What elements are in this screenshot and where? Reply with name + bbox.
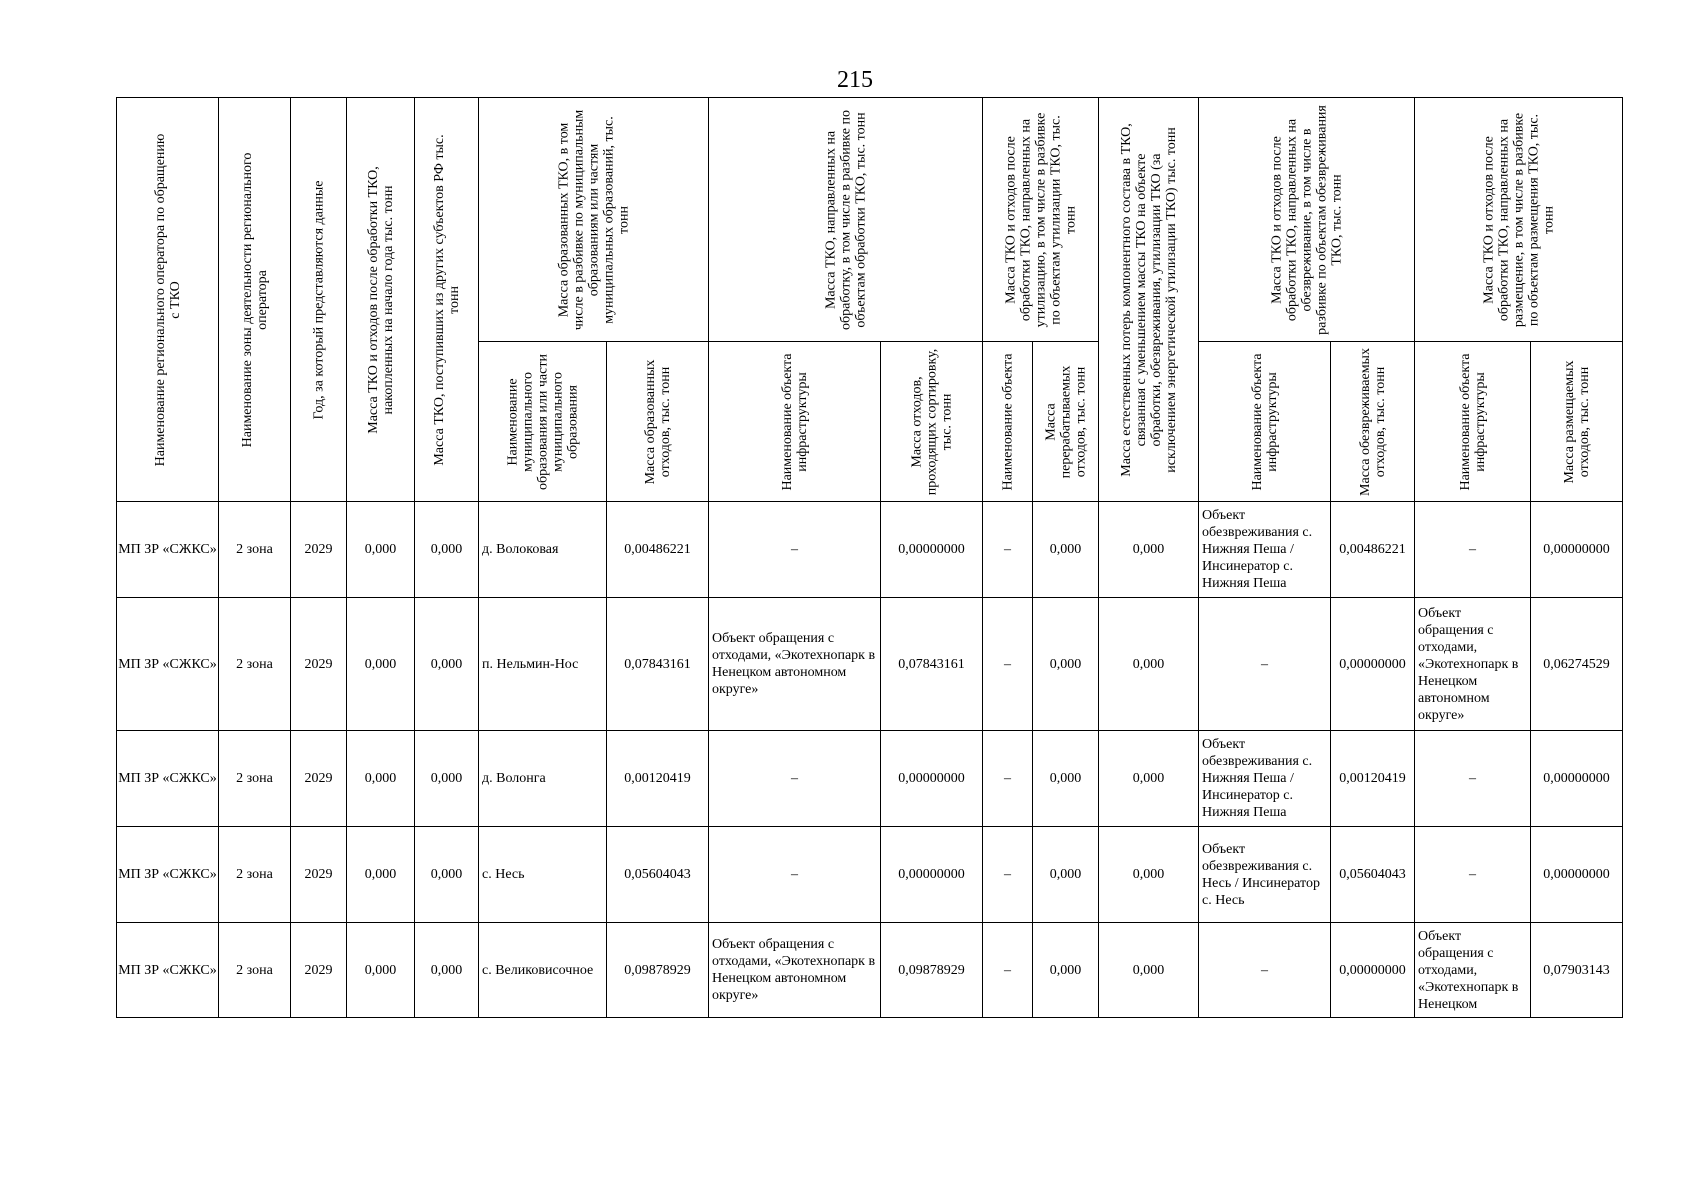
cell-operator: МП ЗР «СЖКС»	[117, 827, 219, 923]
cell-municipality: д. Волонга	[479, 731, 607, 827]
cell-processing-obj: Объект обращения с отходами, «Экотехнопарк в Ненецком автономном округе»	[709, 598, 881, 731]
header-mass-other: Масса ТКО, поступивших из других субъектов РФ тыс. тонн	[415, 98, 479, 502]
cell-placement-obj: –	[1415, 502, 1531, 598]
cell-municipality: п. Нельмин-Нос	[479, 598, 607, 731]
cell-operator: МП ЗР «СЖКС»	[117, 923, 219, 1018]
cell-year: 2029	[291, 827, 347, 923]
table-row	[117, 923, 1623, 1018]
cell-natural-loss: 0,000	[1099, 598, 1199, 731]
header-neutralization-mass: Масса обезвреживаемых отходов, тыс. тонн	[1331, 342, 1415, 502]
cell-neutralization-mass: 0,00120419	[1331, 731, 1415, 827]
header-mass-start: Масса ТКО и отходов после обработки ТКО, накопленных на начало года тыс. тонн	[347, 98, 415, 502]
cell-processing-mass: 0,09878929	[881, 923, 983, 1018]
cell-zone: 2 зона	[219, 827, 291, 923]
cell-municipality: с. Несь	[479, 827, 607, 923]
header-formed-mun: Наименование муниципального образования или части муниципального образования	[479, 342, 607, 502]
cell-natural-loss: 0,000	[1099, 731, 1199, 827]
cell-processing-mass: 0,07843161	[881, 598, 983, 731]
cell-formed-mass: 0,09878929	[607, 923, 709, 1018]
cell-neutralization-obj: Объект обезвреживания с. Нижняя Пеша / Инсинератор с. Нижняя Пеша	[1199, 731, 1331, 827]
cell-processing-obj: Объект обращения с отходами, «Экотехнопарк в Ненецком автономном округе»	[709, 923, 881, 1018]
cell-zone: 2 зона	[219, 731, 291, 827]
table-row	[117, 502, 1623, 598]
cell-processing-mass: 0,00000000	[881, 731, 983, 827]
cell-mass-other: 0,000	[415, 731, 479, 827]
cell-placement-obj: Объект обращения с отходами, «Экотехнопарк в Ненецком автономном округе»	[1415, 598, 1531, 731]
cell-placement-obj: Объект обращения с отходами, «Экотехнопарк в Ненецком	[1415, 923, 1531, 1018]
cell-placement-mass: 0,00000000	[1531, 731, 1623, 827]
cell-mass-other: 0,000	[415, 827, 479, 923]
cell-placement-mass: 0,07903143	[1531, 923, 1623, 1018]
table-row	[117, 598, 1623, 731]
cell-zone: 2 зона	[219, 923, 291, 1018]
header-placement-group: Масса ТКО и отходов после обработки ТКО, направленных на размещение, в том числе в разбивке по объектам размещения ТКО, тыс. тонн	[1415, 98, 1623, 342]
header-processing-group: Масса ТКО, направленных на обработку, в том числе в разбивке по объектам обработки ТКО, тыс. тонн	[709, 98, 983, 342]
cell-placement-obj: –	[1415, 731, 1531, 827]
cell-mass-start: 0,000	[347, 827, 415, 923]
cell-placement-mass: 0,00000000	[1531, 502, 1623, 598]
cell-natural-loss: 0,000	[1099, 502, 1199, 598]
cell-formed-mass: 0,00120419	[607, 731, 709, 827]
cell-utilization-mass: 0,000	[1033, 598, 1099, 731]
header-utilization-obj: Наименование объекта	[983, 342, 1033, 502]
header-operator: Наименование регионального оператора по обращению с ТКО	[117, 98, 219, 502]
header-placement-mass: Масса размещаемых отходов, тыс. тонн	[1531, 342, 1623, 502]
cell-placement-obj: –	[1415, 827, 1531, 923]
cell-utilization-obj: –	[983, 502, 1033, 598]
cell-neutralization-obj: –	[1199, 598, 1331, 731]
header-neutralization-group: Масса ТКО и отходов после обработки ТКО, направленных на обезвреживание, в том числе в разбивке по объектам обезвреживания ТКО, тыс. тонн	[1199, 98, 1415, 342]
header-natural-loss: Масса естественных потерь компонентного состава в ТКО, связанная с уменьшением массы ТКО на объекте обработки, обезвреживания, утилизации ТКО (за исключением энергетической утилизации ТКО) тыс. тонн	[1099, 98, 1199, 502]
cell-zone: 2 зона	[219, 502, 291, 598]
cell-utilization-obj: –	[983, 827, 1033, 923]
header-placement-obj: Наименование объекта инфраструктуры	[1415, 342, 1531, 502]
cell-utilization-obj: –	[983, 731, 1033, 827]
header-neutralization-obj: Наименование объекта инфраструктуры	[1199, 342, 1331, 502]
cell-placement-mass: 0,00000000	[1531, 827, 1623, 923]
cell-mass-other: 0,000	[415, 502, 479, 598]
cell-placement-mass: 0,06274529	[1531, 598, 1623, 731]
cell-utilization-obj: –	[983, 923, 1033, 1018]
cell-neutralization-obj: Объект обезвреживания с. Несь / Инсинератор с. Несь	[1199, 827, 1331, 923]
cell-mass-start: 0,000	[347, 598, 415, 731]
cell-formed-mass: 0,07843161	[607, 598, 709, 731]
cell-mass-other: 0,000	[415, 598, 479, 731]
cell-year: 2029	[291, 923, 347, 1018]
cell-formed-mass: 0,00486221	[607, 502, 709, 598]
header-utilization-group: Масса ТКО и отходов после обработки ТКО, направленных на утилизацию, в том числе в разбивке по объектам утилизации ТКО, тыс. тонн	[983, 98, 1099, 342]
cell-mass-start: 0,000	[347, 731, 415, 827]
cell-municipality: с. Великовисочное	[479, 923, 607, 1018]
header-processing-mass: Масса отходов, проходящих сортировку, тыс. тонн	[881, 342, 983, 502]
cell-operator: МП ЗР «СЖКС»	[117, 598, 219, 731]
table-row	[117, 731, 1623, 827]
cell-utilization-mass: 0,000	[1033, 827, 1099, 923]
cell-operator: МП ЗР «СЖКС»	[117, 502, 219, 598]
cell-year: 2029	[291, 598, 347, 731]
cell-processing-mass: 0,00000000	[881, 827, 983, 923]
cell-utilization-obj: –	[983, 598, 1033, 731]
cell-neutralization-mass: 0,00486221	[1331, 502, 1415, 598]
cell-natural-loss: 0,000	[1099, 827, 1199, 923]
cell-municipality: д. Волоковая	[479, 502, 607, 598]
table-row	[117, 827, 1623, 923]
cell-neutralization-mass: 0,00000000	[1331, 923, 1415, 1018]
cell-mass-start: 0,000	[347, 502, 415, 598]
header-row-groups	[117, 98, 1623, 342]
cell-neutralization-mass: 0,05604043	[1331, 827, 1415, 923]
cell-processing-obj: –	[709, 731, 881, 827]
cell-mass-other: 0,000	[415, 923, 479, 1018]
waste-data-table	[116, 97, 1623, 1018]
cell-processing-obj: –	[709, 502, 881, 598]
header-year: Год, за который представляются данные	[291, 98, 347, 502]
cell-neutralization-mass: 0,00000000	[1331, 598, 1415, 731]
cell-neutralization-obj: Объект обезвреживания с. Нижняя Пеша / Инсинератор с. Нижняя Пеша	[1199, 502, 1331, 598]
cell-processing-obj: –	[709, 827, 881, 923]
cell-zone: 2 зона	[219, 598, 291, 731]
cell-neutralization-obj: –	[1199, 923, 1331, 1018]
cell-utilization-mass: 0,000	[1033, 502, 1099, 598]
header-zone: Наименование зоны деятельности регионального оператора	[219, 98, 291, 502]
header-formed-mass: Масса образованных отходов, тыс. тонн	[607, 342, 709, 502]
header-formed-group: Масса образованных ТКО, в том числе в разбивке по муниципальным образованиям или частям муниципальных образований, тыс. тонн	[479, 98, 709, 342]
page-number: 215	[837, 67, 873, 93]
cell-processing-mass: 0,00000000	[881, 502, 983, 598]
cell-utilization-mass: 0,000	[1033, 731, 1099, 827]
header-utilization-mass: Масса перерабатываемых отходов, тыс. тонн	[1033, 342, 1099, 502]
cell-natural-loss: 0,000	[1099, 923, 1199, 1018]
cell-mass-start: 0,000	[347, 923, 415, 1018]
cell-utilization-mass: 0,000	[1033, 923, 1099, 1018]
cell-year: 2029	[291, 731, 347, 827]
cell-year: 2029	[291, 502, 347, 598]
cell-operator: МП ЗР «СЖКС»	[117, 731, 219, 827]
cell-formed-mass: 0,05604043	[607, 827, 709, 923]
header-processing-obj: Наименование объекта инфраструктуры	[709, 342, 881, 502]
